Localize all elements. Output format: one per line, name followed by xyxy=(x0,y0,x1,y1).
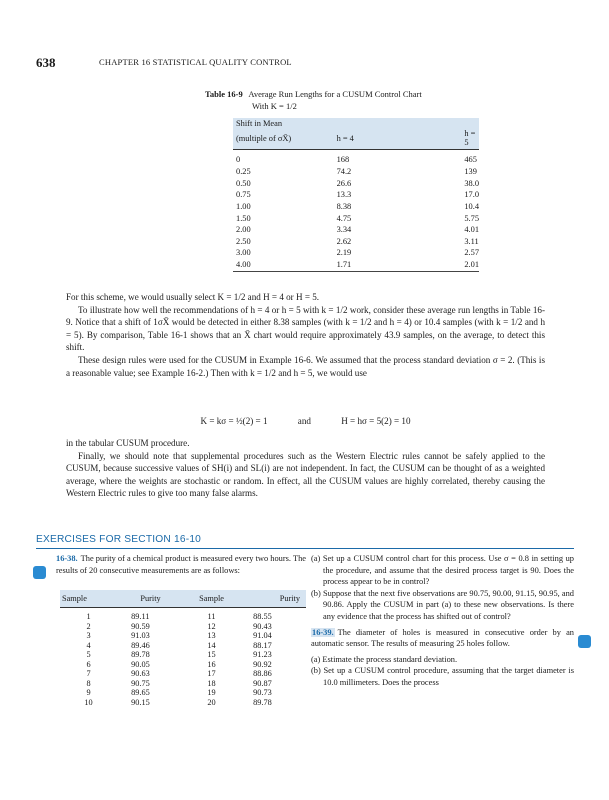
equation xyxy=(66,416,545,426)
purity-cell-value: 91.04 xyxy=(253,631,272,640)
arl-cell-h4: 2.19 xyxy=(336,248,352,258)
arl-cell-h5: 2.57 xyxy=(464,248,479,258)
arl-table-row xyxy=(233,178,479,190)
purity-head-purity1: Purity xyxy=(117,590,184,608)
arl-cell-h5: 38.0 xyxy=(464,178,479,188)
exercise-16-38-parts xyxy=(311,553,574,689)
purity-cell-value: 90.75 xyxy=(131,678,150,688)
purity-table-row xyxy=(60,698,306,708)
paragraph-1: For this scheme, we would usually select K = 1/2 and H = 4 or H = 5. xyxy=(66,292,320,302)
exercise-text: The diameter of holes is measured in consecutive order by an automatic sensor. The results of measuring 25 holes follow. xyxy=(311,627,574,649)
equation-and: and xyxy=(297,416,311,426)
purity-table-row xyxy=(60,622,306,632)
purity-cell-sample: 10 xyxy=(84,697,93,707)
arl-cell-shift: 1.00 xyxy=(236,202,251,212)
purity-cell-sample: 15 xyxy=(207,650,216,659)
purity-cell-value: 90.73 xyxy=(253,688,272,697)
purity-cell-sample: 16 xyxy=(207,659,216,669)
table-bottom-rule xyxy=(233,271,479,272)
purity-cell-value: 90.92 xyxy=(253,659,272,669)
purity-cell-value: 90.05 xyxy=(131,659,150,669)
exercise-number: 16-38. xyxy=(56,554,78,563)
arl-table-row xyxy=(233,236,479,248)
arl-cell-shift: 3.00 xyxy=(236,248,251,258)
purity-cell-sample: 5 xyxy=(86,650,91,659)
exercise-16-39 xyxy=(311,627,574,650)
arl-cell-h4: 26.6 xyxy=(336,178,352,188)
purity-cell-sample: 6 xyxy=(86,659,91,669)
arl-table-row xyxy=(233,150,479,167)
purity-cell-sample: 4 xyxy=(86,640,91,650)
equation-right: H = hσ = 5(2) = 10 xyxy=(341,416,411,426)
arl-cell-h5: 17.0 xyxy=(464,190,479,200)
purity-cell-sample: 17 xyxy=(207,669,216,678)
arl-cell-h4: 3.34 xyxy=(336,225,352,235)
arl-cell-h4: 168 xyxy=(336,155,350,164)
purity-cell-value: 91.23 xyxy=(253,650,272,659)
arl-table-header-row2 xyxy=(233,129,479,150)
web-resource-icon xyxy=(578,635,591,648)
arl-cell-h5: 10.4 xyxy=(464,202,479,212)
purity-table-row xyxy=(60,608,306,622)
purity-table-row xyxy=(60,669,306,679)
purity-table-row xyxy=(60,631,306,641)
arl-table-row xyxy=(233,247,479,259)
page-number: 638 xyxy=(36,55,56,70)
arl-cell-h4: 4.75 xyxy=(336,213,352,223)
arl-cell-h5: 3.11 xyxy=(464,236,479,246)
purity-head-sample2: Sample xyxy=(184,590,239,608)
arl-col-h5-head: h = 5 xyxy=(422,129,479,150)
arl-cell-h4: 2.62 xyxy=(336,236,352,246)
chapter-title: CHAPTER 16 STATISTICAL QUALITY CONTROL xyxy=(99,57,292,67)
arl-cell-shift: 0.25 xyxy=(236,167,251,177)
purity-cell-sample: 11 xyxy=(207,612,216,621)
purity-cell-value: 89.46 xyxy=(131,640,150,650)
arl-cell-h5: 465 xyxy=(464,155,477,164)
arl-table-row xyxy=(233,224,479,236)
purity-cell-value: 90.87 xyxy=(253,678,272,688)
purity-cell-sample: 20 xyxy=(207,697,216,707)
table-caption-line1: Average Run Lengths for a CUSUM Control Chart xyxy=(248,89,422,99)
arl-cell-shift: 2.50 xyxy=(236,236,251,246)
arl-cell-h5: 139 xyxy=(464,167,477,177)
purity-cell-value: 89.78 xyxy=(131,650,150,659)
purity-head-purity2: Purity xyxy=(239,590,306,608)
exercise-part-b: (b) Suppose that the next five observations are 90.75, 90.00, 91.15, 90.95, and 90.86. Apply the CUSUM in part (a) to these new observations. Is there any evidence that the process has shifted out of control? xyxy=(311,588,574,621)
arl-cell-h4: 1.71 xyxy=(336,260,352,270)
paragraph-3: These design rules were used for the CUSUM in Example 16-6. We assumed that the process standard deviation σ = 2. (This is a reasonable value; see Example 16-2.) Then with k = 1/2 and h = 5, we would use xyxy=(66,354,545,378)
purity-cell-sample: 1 xyxy=(86,612,91,621)
arl-cell-shift: 1.50 xyxy=(236,213,251,223)
exercises-heading: EXERCISES FOR SECTION 16-10 xyxy=(36,534,202,545)
exercise-part-a: (a) Estimate the process standard deviation. xyxy=(311,654,458,664)
arl-cell-h4: 74.2 xyxy=(336,167,352,177)
purity-cell-value: 90.43 xyxy=(253,621,272,631)
purity-cell-sample: 3 xyxy=(86,631,91,640)
exercise-text: The purity of a chemical product is measured every two hours. The results of 20 consecutive measurements are as follows: xyxy=(56,554,306,575)
arl-table xyxy=(233,118,479,270)
purity-cell-sample: 8 xyxy=(86,678,91,688)
arl-table-header-row1 xyxy=(233,118,479,129)
web-resource-icon xyxy=(33,566,46,579)
arl-cell-shift: 2.00 xyxy=(236,225,251,235)
paragraph-4: in the tabular CUSUM procedure. xyxy=(66,438,190,448)
purity-table-header xyxy=(60,590,306,608)
arl-cell-shift: 0 xyxy=(236,155,241,164)
purity-table xyxy=(60,590,306,707)
purity-cell-value: 88.86 xyxy=(253,669,272,678)
purity-cell-value: 88.55 xyxy=(253,612,272,621)
purity-cell-value: 89.78 xyxy=(253,697,272,707)
purity-table-row xyxy=(60,660,306,670)
purity-cell-sample: 19 xyxy=(207,688,216,697)
arl-col-h4-head: h = 4 xyxy=(298,129,423,150)
arl-cell-h5: 4.01 xyxy=(464,225,479,235)
purity-cell-sample: 9 xyxy=(86,688,91,697)
table-label: Table 16-9 xyxy=(205,89,243,99)
arl-cell-shift: 0.75 xyxy=(236,190,251,200)
table-caption xyxy=(205,88,505,112)
purity-cell-value: 90.63 xyxy=(131,669,150,678)
arl-table-row xyxy=(233,189,479,201)
purity-cell-sample: 2 xyxy=(86,621,91,631)
exercises-rule xyxy=(36,548,574,549)
arl-table-row xyxy=(233,166,479,178)
purity-table-row xyxy=(60,641,306,651)
purity-table-row xyxy=(60,688,306,698)
arl-table-row xyxy=(233,259,479,271)
arl-col-shift-head1: Shift in Mean xyxy=(236,119,283,128)
table-caption-line2: With K = 1/2 xyxy=(252,101,297,111)
exercise-16-38 xyxy=(56,553,306,576)
arl-table-row xyxy=(233,201,479,213)
exercise-number: 16-39. xyxy=(312,627,334,637)
purity-cell-value: 89.65 xyxy=(131,688,150,697)
arl-cell-h5: 2.01 xyxy=(464,260,479,270)
purity-cell-value: 89.11 xyxy=(131,612,150,621)
arl-cell-h4: 8.38 xyxy=(336,202,352,212)
exercise-part-b: (b) Set up a CUSUM control procedure, assuming that the target diameter is 10.0 millimeters. Does the process xyxy=(311,666,574,687)
arl-cell-shift: 4.00 xyxy=(236,260,251,270)
arl-cell-h5: 5.75 xyxy=(464,213,479,223)
purity-cell-sample: 18 xyxy=(207,678,216,688)
body-text xyxy=(66,291,545,379)
purity-cell-value: 88.17 xyxy=(253,640,272,650)
body-text-2 xyxy=(66,437,545,500)
purity-cell-value: 90.59 xyxy=(131,621,150,631)
arl-col-shift-head2: (multiple of σX̄) xyxy=(233,129,298,150)
purity-table-row xyxy=(60,650,306,660)
purity-cell-sample: 13 xyxy=(207,631,216,640)
purity-cell-sample: 14 xyxy=(207,640,216,650)
exercise-part-a: (a) Set up a CUSUM control chart for this process. Use σ = 0.8 in setting up the procedure, and assume that the desired process target is 90. Does the process appear to be in control? xyxy=(311,554,574,587)
arl-cell-h4: 13.3 xyxy=(336,190,352,200)
purity-cell-sample: 7 xyxy=(86,669,91,678)
purity-table-row xyxy=(60,679,306,689)
paragraph-2: To illustrate how well the recommendations of h = 4 or h = 5 with k = 1/2 work, consider these average run lengths in Table 16-9. Notice that a shift of 1σX̄ would be detected in either 8.38 samples (with k = 1/2 and h = 4) or 10.4 samples (with k = 1/2 and h = 5). By comparison, Table 16-1 shows that an X̄ chart would require approximately 43.9 samples, on the average, to detect this shift. xyxy=(66,304,545,353)
purity-cell-value: 91.03 xyxy=(131,631,150,640)
purity-cell-sample: 12 xyxy=(207,621,216,631)
purity-head-sample1: Sample xyxy=(60,590,117,608)
arl-table-row xyxy=(233,212,479,224)
arl-cell-shift: 0.50 xyxy=(236,178,251,188)
purity-cell-value: 90.15 xyxy=(131,697,150,707)
paragraph-5: Finally, we should note that supplemental procedures such as the Western Electric rules cannot be safely applied to the CUSUM, because successive values of SH(i) and SL(i) are not independent. In fact, the CUSUM can be thought of as a weighted average, where the weights are stochastic or random. In effect, all the CUSUM values are highly correlated, thereby causing the Western Electric rules to give too many false alarms. xyxy=(66,450,545,499)
equation-left: K = kσ = ½(2) = 1 xyxy=(200,416,268,426)
